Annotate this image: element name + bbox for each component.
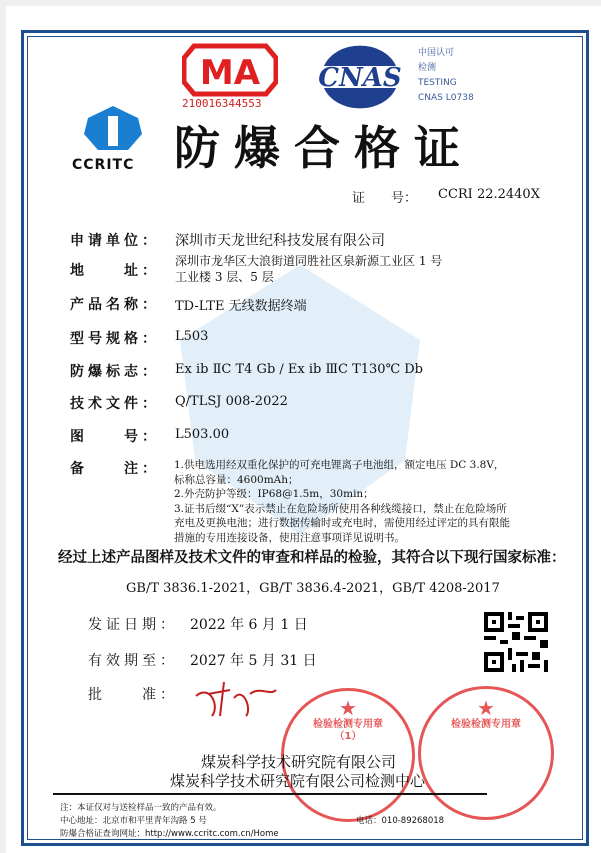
cert-no-value: CCRI 22.2440X: [438, 187, 540, 202]
footer-url[interactable]: 防爆合格证查询网址：http://www.ccritc.com.cn/Home: [60, 829, 279, 839]
footer-note: 注：本证仅对与送检样品一致的产品有效。: [60, 803, 222, 813]
svg-text:MA: MA: [199, 53, 261, 93]
remark-line: 措施的专用连接设备，使用注意事项详见说明书。: [174, 531, 405, 544]
divider: [53, 793, 487, 795]
drawing-no-value: L503.00: [175, 427, 230, 442]
remark-line: 标称总容量：4600mAh；: [174, 473, 299, 486]
remarks-label: 备 注：: [70, 461, 160, 477]
qr-code: [484, 612, 548, 672]
conformity-statement: 经过上述产品图样及技术文件的审查和样品的检验，其符合以下现行国家标准：: [58, 550, 566, 566]
model-label: 型号规格：: [70, 331, 160, 347]
cma-logo: [182, 42, 278, 98]
star-icon: ★: [477, 696, 495, 720]
remark-line: 充电及更换电池；进行数据传输时或充电时，需使用经过评定的具有限能: [174, 517, 510, 529]
cma-number: 210016344553: [182, 97, 262, 110]
drawing-no-label: 图 号：: [70, 429, 160, 445]
signature: [190, 676, 280, 722]
approved-label: 批 准：: [88, 687, 178, 703]
issuer-company: 煤炭科学技术研究院有限公司: [201, 753, 397, 771]
cnas-line: 检测: [418, 63, 437, 73]
remark-line: 1.供电选用经双重化保护的可充电锂离子电池组，额定电压 DC 3.8V，: [174, 459, 505, 471]
standards: GB/T 3836.1-2021，GB/T 3836.4-2021，GB/T 4208-2017: [126, 581, 500, 596]
tech-doc-label: 技术文件：: [70, 396, 160, 412]
cert-no-label: 证 号：: [352, 191, 418, 206]
address-value: 深圳市龙华区大浪街道同胜社区泉新源工业区 1 号: [175, 254, 443, 268]
product-name-label: 产品名称：: [70, 297, 160, 313]
footer-address: 中心地址：北京市和平里青年沟路 5 号: [60, 816, 207, 826]
stamp-right-text: 检验检测专用章: [451, 719, 521, 730]
tech-doc-value: Q/TLSJ 008-2022: [175, 394, 288, 409]
footer-phone: 电话：010-89268018: [356, 816, 445, 826]
remark-line: 3.证书后缀“X”表示禁止在危险场所使用各种线缆接口，禁止在危险场所: [174, 502, 507, 515]
svg-text:CNAS: CNAS: [318, 63, 402, 93]
ex-marking-label: 防爆标志：: [70, 364, 160, 380]
model-value: L503: [175, 329, 209, 344]
applicant-label: 申请单位：: [70, 233, 160, 249]
address-label: 地 址：: [70, 263, 160, 279]
cnas-line: 中国认可: [418, 48, 455, 58]
issuer-center: 煤炭科学技术研究院有限公司检测中心: [170, 772, 426, 790]
product-name-value: TD-LTE 无线数据终端: [175, 299, 307, 314]
cnas-info: [418, 46, 474, 106]
issue-date-label: 发证日期：: [88, 617, 178, 633]
applicant-value: 深圳市天龙世纪科技发展有限公司: [175, 233, 385, 249]
ccritc-logo-text: CCRITC: [72, 157, 135, 173]
document-title: 防爆合格证: [174, 121, 474, 175]
ccritc-logo-icon: [80, 104, 146, 154]
official-stamp-right: [418, 686, 554, 820]
issue-date-value: 2022 年 6 月 1 日: [190, 617, 308, 633]
address-value-2: 工业楼 3 层、5 层: [175, 270, 274, 284]
valid-until-value: 2027 年 5 月 31 日: [190, 653, 317, 669]
cnas-logo: [310, 40, 410, 112]
cnas-line: CNAS L0738: [418, 93, 474, 103]
stamp-left-sub: （1）: [334, 731, 362, 742]
star-icon: ★: [339, 696, 357, 720]
cnas-line: TESTING: [418, 78, 457, 88]
remarks-text: [174, 458, 510, 545]
remark-line: 2.外壳防护等级：IP68@1.5m，30min；: [174, 488, 374, 500]
stamp-left-text: 检验检测专用章: [313, 719, 383, 730]
ex-marking-value: Ex ib ⅡC T4 Gb / Ex ib ⅢC T130℃ Db: [175, 362, 423, 377]
valid-until-label: 有效期至：: [88, 653, 178, 669]
